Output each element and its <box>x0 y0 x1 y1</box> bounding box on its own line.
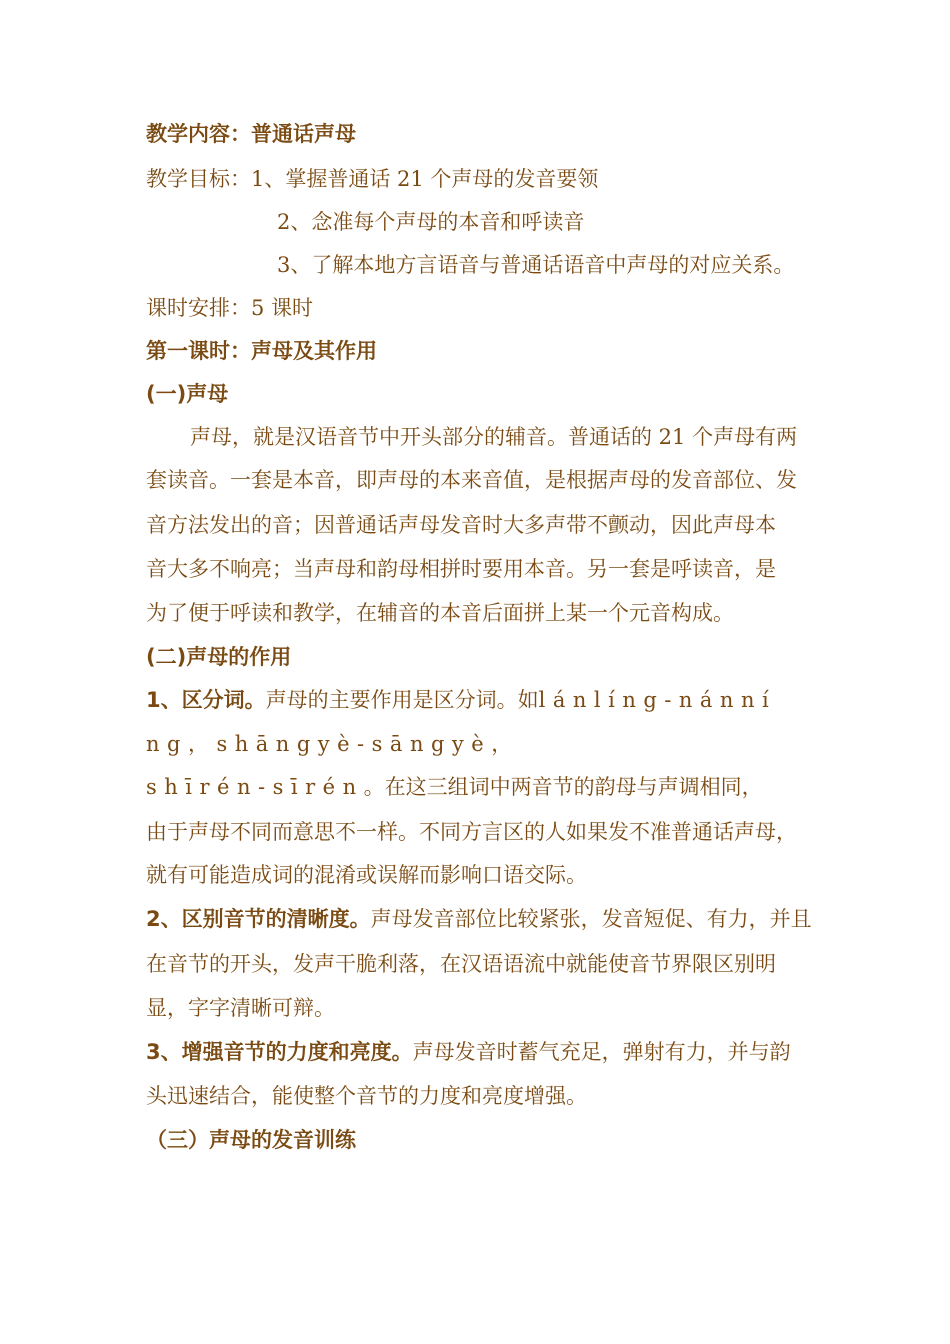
item1-line-5: 就有可能造成词的混淆或误解而影响口语交际。 <box>146 863 587 887</box>
goal-1: 1、掌握普通话 21 个声母的发音要领 <box>251 167 599 191</box>
pinyin-3: shīrén-sīrén <box>146 775 364 799</box>
item2-line-2: 在音节的开头，发声干脆利落，在汉语语流中就能使音节界限区别明 <box>146 952 776 976</box>
section1-line-3: 音方法发出的音；因普通话声母发音时大多声带不颤动，因此声母本 <box>146 513 776 537</box>
item2-line-3: 显，字字清晰可辩。 <box>146 996 335 1020</box>
item1-text-1: 声母的主要作用是区分词。如 <box>265 688 539 712</box>
goal-line-1 <box>146 164 598 194</box>
item1-text-2: 。在这三组词中两音节的韵母与声调相同， <box>363 775 763 799</box>
section3-heading: （三）声母的发音训练 <box>146 1128 356 1152</box>
goal-2: 2、念准每个声母的本音和呼读音 <box>277 210 585 234</box>
pinyin-1: lánlíng-nánní <box>538 688 777 712</box>
section1-line-4: 音大多不响亮；当声母和韵母相拼时要用本音。另一套是呼读音，是 <box>146 557 776 581</box>
item2-lead: 2、区别音节的清晰度。 <box>146 907 371 931</box>
item2-text-1: 声母发音部位比较紧张，发音短促、有力，并且 <box>370 907 812 931</box>
content-line <box>146 119 356 149</box>
item1-lead: 1、区分词。 <box>146 688 266 712</box>
schedule-line <box>146 293 313 323</box>
section1-line-2: 套读音。一套是本音，即声母的本来音值，是根据声母的发音部位、发 <box>146 468 797 492</box>
goal-line-3 <box>277 250 794 280</box>
item3-line-2: 头迅速结合，能使整个音节的力度和亮度增强。 <box>146 1084 587 1108</box>
schedule-text: 课时安排：5 课时 <box>146 296 314 320</box>
item3-text-1: 声母发音时蓄气充足，弹射有力，并与韵 <box>412 1040 791 1064</box>
goal-line-2 <box>277 207 584 237</box>
item1-line-4: 由于声母不同而意思不一样。不同方言区的人如果发不准普通话声母， <box>146 820 797 844</box>
lesson1-title: 第一课时：声母及其作用 <box>146 339 377 363</box>
item2-line-1 <box>146 904 812 934</box>
section1-line-1: 声母，就是汉语音节中开头部分的辅音。普通话的 21 个声母有两 <box>190 425 798 449</box>
item1-line-1 <box>146 685 776 715</box>
item1-line-3 <box>146 772 763 802</box>
content-label: 教学内容： <box>146 122 251 146</box>
section1-line-5: 为了便于呼读和教学，在辅音的本音后面拼上某一个元音构成。 <box>146 601 734 625</box>
item3-lead: 3、增强音节的力度和亮度。 <box>146 1040 413 1064</box>
item3-line-1 <box>146 1037 791 1067</box>
goal-label: 教学目标： <box>146 167 251 191</box>
content-value: 普通话声母 <box>251 122 356 146</box>
pinyin-2: ng，shāngyè-sāngyè， <box>146 732 520 756</box>
section1-heading: (一)声母 <box>146 382 229 406</box>
section2-heading: (二)声母的作用 <box>146 645 292 669</box>
goal-3: 3、了解本地方言语音与普通话语音中声母的对应关系。 <box>277 253 795 277</box>
